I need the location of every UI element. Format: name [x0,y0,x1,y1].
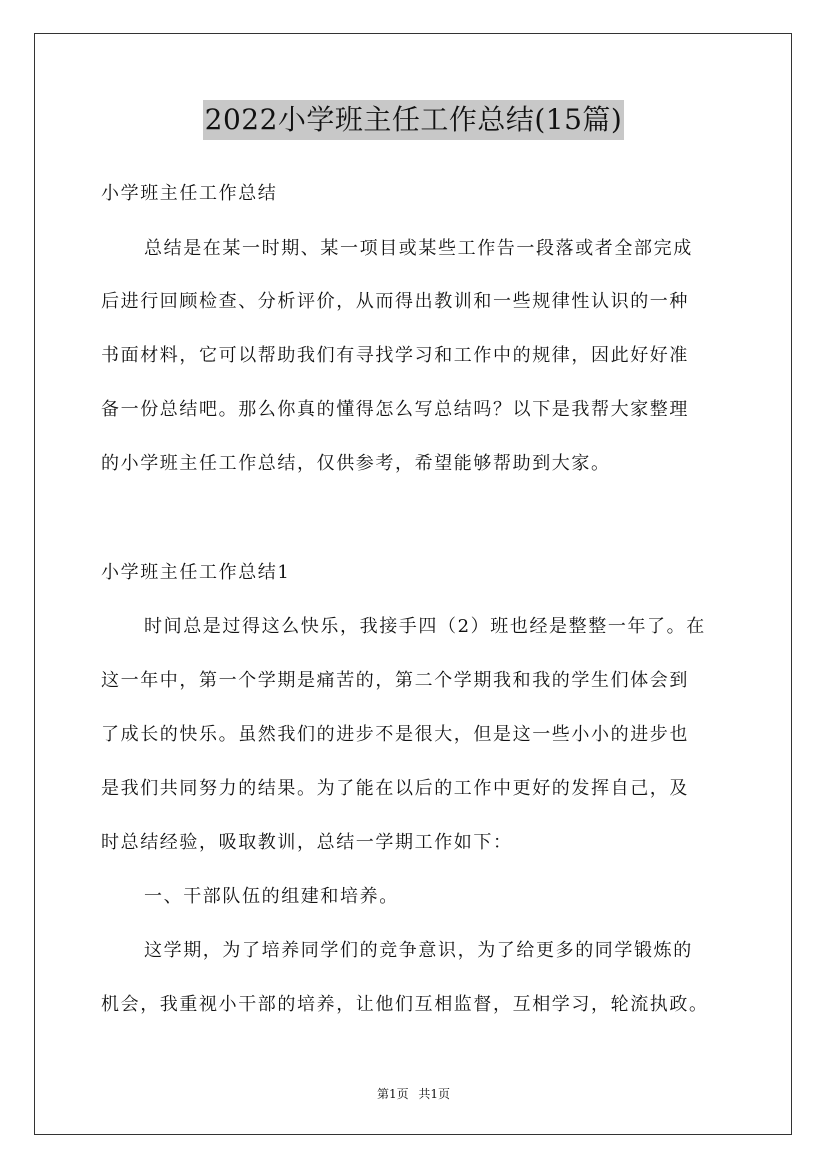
paragraph-line: 总结是在某一时期、某一项目或某些工作告一段落或者全部完成 [144,238,693,259]
subsection-heading: 一、干部队伍的组建和培养。 [144,886,399,907]
paragraph-line: 的小学班主任工作总结，仅供参考，希望能够帮助到大家。 [101,453,611,474]
document-title: 2022小学班主任工作总结(15篇) [203,100,625,140]
paragraph-line: 后进行回顾检查、分析评价，从而得出教训和一些规律性认识的一种 [101,291,689,312]
paragraph-line: 是我们共同努力的结果。为了能在以后的工作中更好的发挥自己，及 [101,778,689,799]
section-heading: 小学班主任工作总结 [101,183,278,204]
paragraph-line: 备一份总结吧。那么你真的懂得怎么写总结吗？以下是我帮大家整理 [101,399,689,420]
paragraph-line: 时总结经验，吸取教训，总结一学期工作如下： [101,832,513,853]
section-heading: 小学班主任工作总结1 [101,562,291,583]
paragraph-line: 书面材料，它可以帮助我们有寻找学习和工作中的规律，因此好好准 [101,345,689,366]
paragraph-line: 这一年中，第一个学期是痛苦的，第二个学期我和我的学生们体会到 [101,670,689,691]
paragraph-line: 这学期，为了培养同学们的竞争意识，为了给更多的同学锻炼的 [144,940,693,961]
paragraph-line: 了成长的快乐。虽然我们的进步不是很大，但是这一些小小的进步也 [101,724,689,745]
page-total: 共1页 [418,1087,451,1101]
paragraph-line: 时间总是过得这么快乐，我接手四（2）班也经是整整一年了。在 [144,616,706,637]
title-container [0,100,827,140]
page-number: 第1页 [376,1087,409,1101]
paragraph-line: 机会，我重视小干部的培养，让他们互相监督，互相学习，轮流执政。 [101,994,709,1015]
page-footer [0,1086,827,1102]
